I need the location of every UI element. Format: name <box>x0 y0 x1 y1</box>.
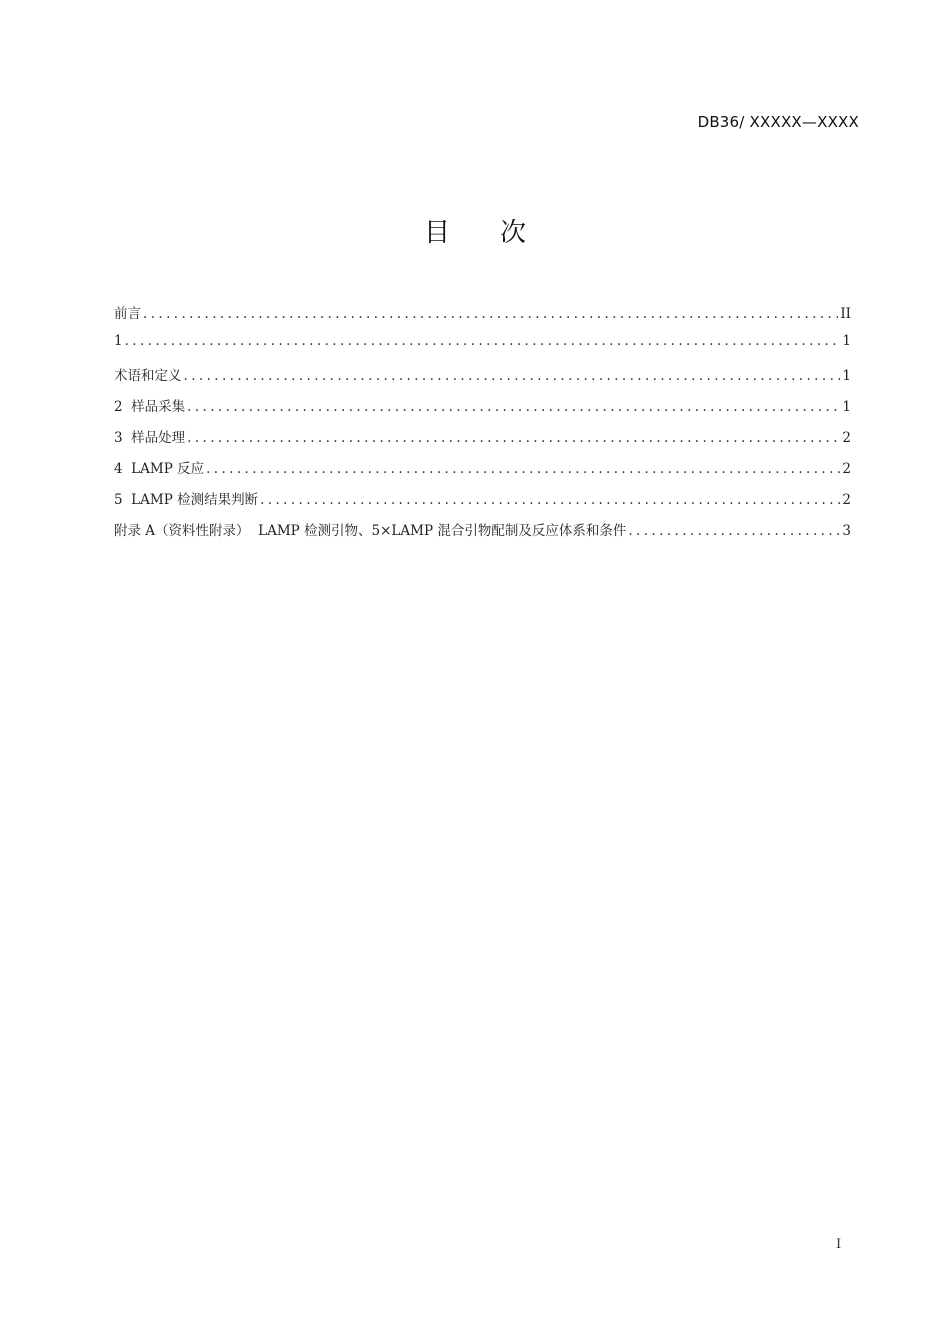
dot-leader <box>143 306 838 322</box>
toc-entry-page: 1 <box>842 333 851 349</box>
toc-entry-page: 1 <box>842 368 851 384</box>
page-number: I <box>836 1237 842 1252</box>
dot-leader <box>260 492 840 508</box>
toc-entry-page: 1 <box>842 399 851 415</box>
toc-entry-label: 4 LAMP 反应 <box>114 461 205 477</box>
toc-entry-terms[interactable] <box>114 364 851 395</box>
toc-entry-page: II <box>840 306 851 322</box>
toc-entry-appendix-a[interactable] <box>114 519 851 550</box>
toc-entry-1[interactable] <box>114 333 851 364</box>
standard-code-header: DB36/ XXXXX—XXXX <box>697 113 859 131</box>
toc-entry-2[interactable] <box>114 395 851 426</box>
toc-entry-foreword[interactable] <box>114 302 851 333</box>
toc-entry-page: 2 <box>842 461 851 477</box>
dot-leader <box>187 399 840 415</box>
toc-entry-4[interactable] <box>114 457 851 488</box>
toc-entry-page: 2 <box>842 492 851 508</box>
toc-title <box>0 212 950 249</box>
toc-title-char-1: 目 <box>423 218 450 248</box>
toc-entry-page: 2 <box>842 430 851 446</box>
dot-leader <box>187 430 840 446</box>
toc-entry-label: 1 <box>114 333 123 349</box>
toc-entry-label: 前言 <box>114 306 141 322</box>
toc-entry-5[interactable] <box>114 488 851 519</box>
toc-entry-3[interactable] <box>114 426 851 457</box>
toc-entry-page: 3 <box>842 523 851 539</box>
toc-entry-label: 术语和定义 <box>114 368 182 384</box>
table-of-contents <box>114 302 851 550</box>
toc-entry-label: 附录 A（资料性附录） LAMP 检测引物、5×LAMP 混合引物配制及反应体系和条件 <box>114 523 627 539</box>
dot-leader <box>628 523 840 539</box>
toc-title-char-2: 次 <box>500 218 527 248</box>
toc-entry-label: 3 样品处理 <box>114 430 186 446</box>
dot-leader <box>184 368 841 384</box>
dot-leader <box>125 333 841 349</box>
dot-leader <box>206 461 840 477</box>
toc-entry-label: 5 LAMP 检测结果判断 <box>114 492 259 508</box>
toc-entry-label: 2 样品采集 <box>114 399 186 415</box>
